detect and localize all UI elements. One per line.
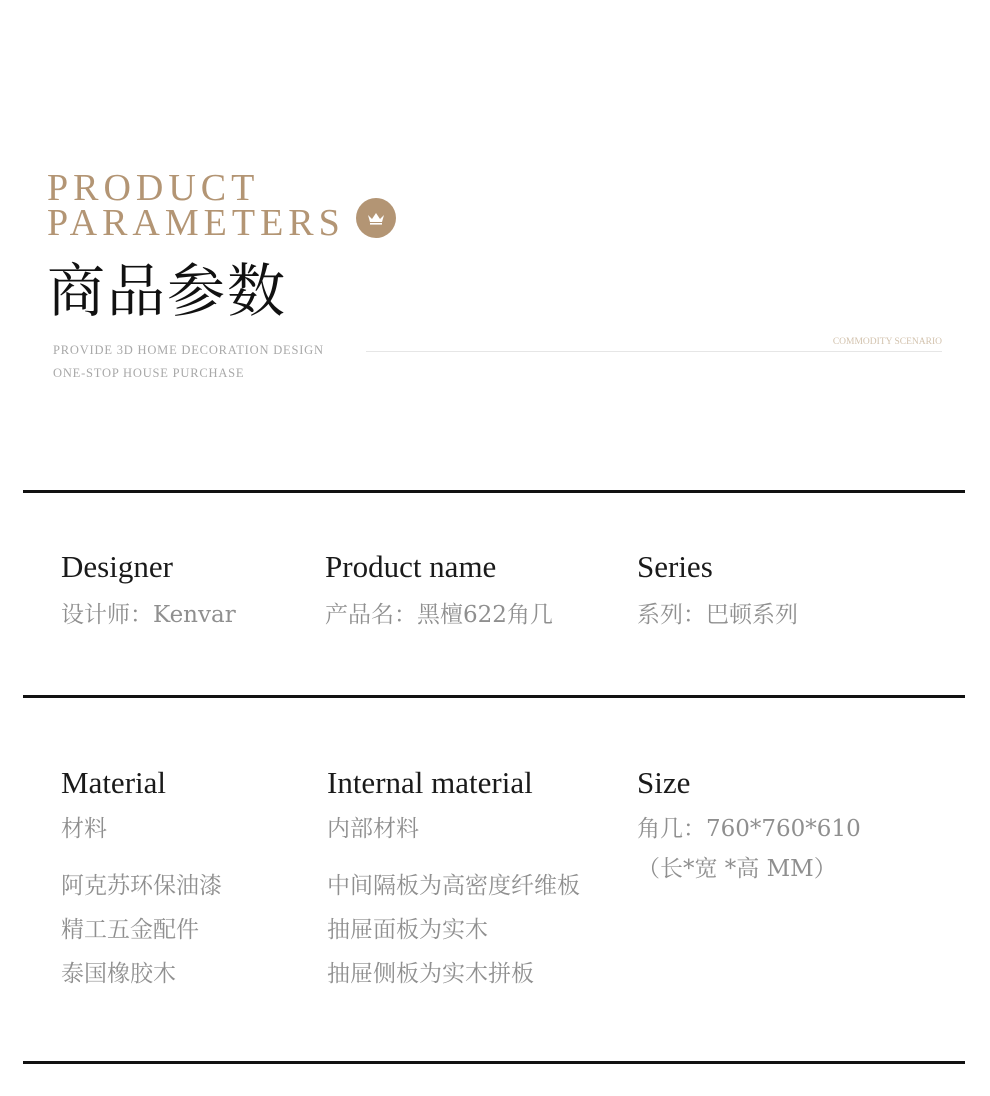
crown-icon xyxy=(367,211,385,225)
list-item: 抽屉面板为实木 xyxy=(327,917,488,943)
size-title: Size xyxy=(637,765,691,800)
scenario-tag: COMMODITY SCENARIO xyxy=(832,337,942,347)
list-item: 精工五金配件 xyxy=(61,917,199,943)
material-label: 材料 xyxy=(61,816,107,842)
list-item: 阿克苏环保油漆 xyxy=(61,873,222,899)
size-cell xyxy=(637,765,861,884)
section-rule-top xyxy=(23,490,965,493)
series-value: 系列：巴顿系列 xyxy=(637,602,798,628)
product-name-value: 产品名：黑檀622角几 xyxy=(325,602,553,628)
series-title: Series xyxy=(637,549,713,584)
section-rule-bottom xyxy=(23,1061,965,1064)
subtitle-line1: PROVIDE 3D HOME DECORATION DESIGN xyxy=(53,343,324,357)
page-title: 商品参数 xyxy=(47,257,288,325)
product-name-cell xyxy=(325,549,553,630)
header-en-line2: PARAMETERS xyxy=(47,202,345,244)
list-item: 中间隔板为高密度纤维板 xyxy=(327,873,580,899)
material-list xyxy=(61,864,222,996)
designer-value: 设计师：Kenvar xyxy=(61,602,236,628)
header-en-line1: PRODUCT xyxy=(47,167,260,209)
material-title: Material xyxy=(61,765,167,800)
internal-material-title: Internal material xyxy=(327,765,533,800)
product-name-title: Product name xyxy=(325,549,497,584)
size-value: 角几：760*760*610 xyxy=(637,816,861,842)
size-note: （长*宽 *高 MM） xyxy=(637,856,837,882)
crown-badge xyxy=(356,198,396,238)
header-divider xyxy=(366,351,942,352)
internal-material-list xyxy=(327,864,580,996)
internal-material-cell xyxy=(327,765,580,996)
subtitle-line2: ONE-STOP HOUSE PURCHASE xyxy=(53,366,245,380)
series-cell xyxy=(637,549,798,630)
designer-title: Designer xyxy=(61,549,173,584)
internal-material-label: 内部材料 xyxy=(327,816,419,842)
section-rule-middle xyxy=(23,695,965,698)
list-item: 泰国橡胶木 xyxy=(61,961,176,987)
designer-cell xyxy=(61,549,236,630)
list-item: 抽屉侧板为实木拼板 xyxy=(327,961,534,987)
material-cell xyxy=(61,765,222,996)
